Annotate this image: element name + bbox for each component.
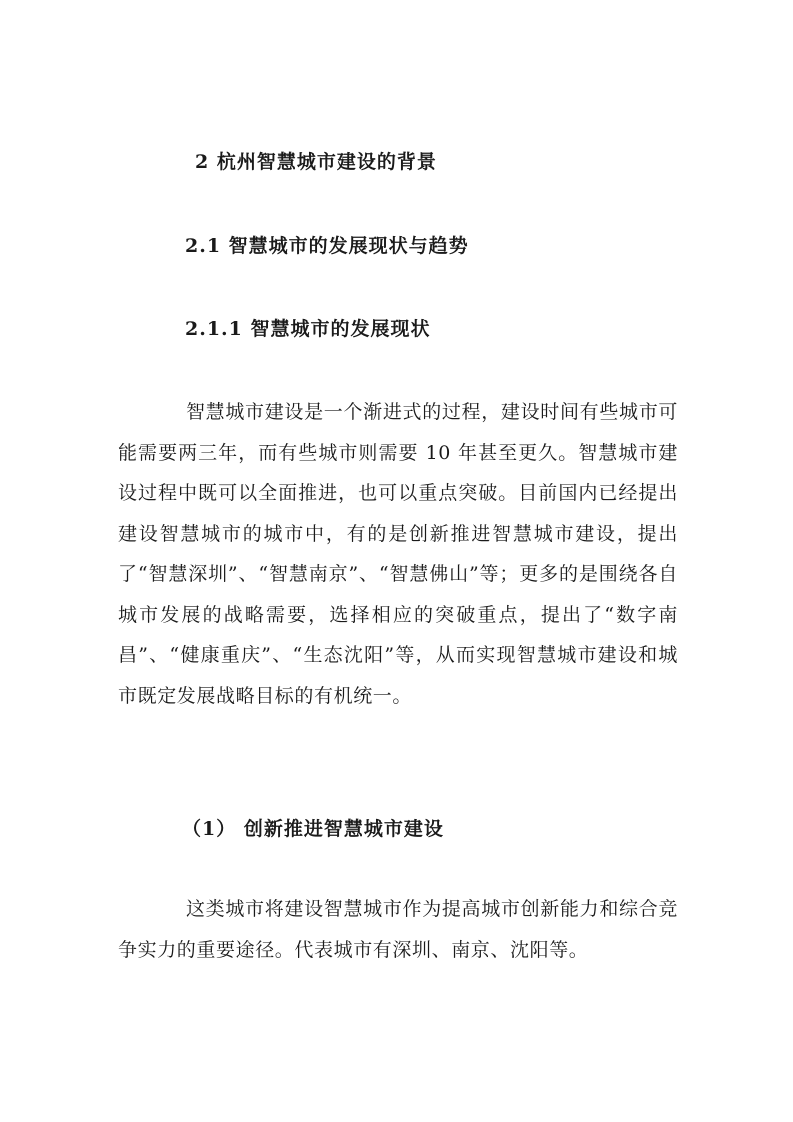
numbered-subheading: （1） 创新推进智慧城市建设 (182, 818, 444, 840)
subsection-heading: 2.1 智慧城市的发展现状与趋势 (185, 235, 469, 257)
body-paragraph: 智慧城市建设是一个渐进式的过程，建设时间有些城市可能需要两三年，而有些城市则需要 10 年甚至更久。智慧城市建设过程中既可以全面推进，也可以重点突破。目前国内已经提出建设智慧城市的城市中，有的是创新推进智慧城市建设，提出了“智慧深圳”、“智慧南京”、“智慧佛山”等；更多的是围绕各自城市发展的战略需要，选择相应的突破重点，提出了“数字南昌”、“健康重庆”、“生态沈阳”等，从而实现智慧城市建设和城市既定发展战略目标的有机统一。 (118, 401, 678, 707)
subsubsection-heading: 2.1.1 智慧城市的发展现状 (185, 318, 431, 340)
body-paragraph: 这类城市将建设智慧城市作为提高城市创新能力和综合竞争实力的重要途径。代表城市有深圳、南京、沈阳等。 (118, 898, 678, 961)
section-heading: 2 杭州智慧城市建设的背景 (195, 151, 437, 173)
